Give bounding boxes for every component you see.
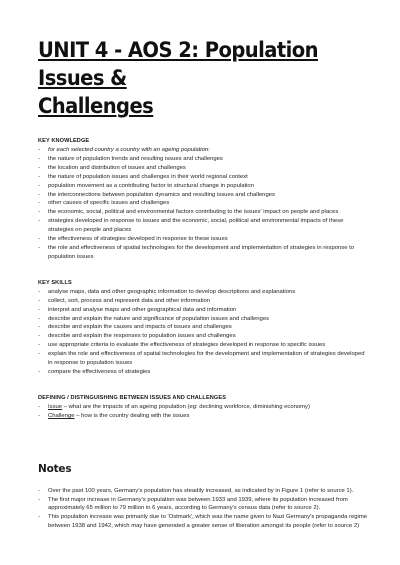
list-item: - The first major increase in Germany's population was between 1933 and 1939, where its population increased from approximately 65 million to 79 million in 6 years, according to Germany's census data (refer to source 2). — [38, 496, 370, 513]
issue-definition — [38, 403, 370, 412]
page-title — [38, 36, 347, 120]
key-skills-list — [38, 288, 370, 377]
list-item: - analyse maps, data and other geographic information to develop descriptions and explanations — [38, 288, 370, 297]
list-item: - Over the past 100 years, Germany's population has steadily increased, as indicated by in Figure 1 (refer to source 1). — [38, 487, 370, 496]
list-item: - strategies developed in response to issues and the economic, social, political and environmental impacts of these strategies on people and places — [38, 217, 370, 235]
list-item: - the role and effectiveness of spatial technologies for the development and implementation of strategies in response to population issues — [38, 244, 370, 262]
list-item: - the interconnections between population dynamics and resulting issues and challenges — [38, 191, 370, 200]
list-item: - collect, sort, process and represent data and other information — [38, 297, 370, 306]
list-item: - the nature of population issues and challenges in their world regional context — [38, 173, 370, 182]
list-item: - the effectiveness of strategies developed in response to these issues — [38, 235, 370, 244]
challenge-term: Challenge — [48, 412, 75, 419]
challenge-definition — [38, 412, 370, 421]
list-item: - population movement as a contributing factor to structural change in population — [38, 182, 370, 191]
list-item: - describe and explain the nature and significance of population issues and challenges — [38, 315, 370, 324]
issue-text: – what are the impacts of an ageing population (eg: declining workforce, diminishing economy) — [62, 403, 310, 410]
issue-term: Issue — [48, 403, 63, 410]
defining-heading: DEFINING / DISTINGUISHING BETWEEN ISSUES AND CHALLENGES — [38, 394, 227, 401]
list-item: - interpret and analyse maps and other geographical data and information — [38, 306, 370, 315]
list-item: - the nature of population trends and resulting issues and challenges — [38, 155, 370, 164]
title-line-1: UNIT 4 - AOS 2: Population Issues & — [38, 38, 319, 90]
challenge-text: – how is the country dealing with the issues — [74, 412, 190, 419]
list-item: - use appropriate criteria to evaluate the effectiveness of strategies developed in response to specific issues — [38, 341, 370, 350]
list-item: - describe and explain the responses to population issues and challenges — [38, 332, 370, 341]
key-knowledge-list — [38, 146, 370, 262]
list-item: - This population increase was primarily due to 'Ostmark', which was the name given to Nazi Germany's propaganda regime between 1938 and 1942, which may have generated a greater sense of liberation amongst its people (refer to source 2) — [38, 513, 370, 530]
list-item: - compare the effectiveness of strategies — [38, 368, 370, 377]
notes-list — [38, 487, 370, 531]
key-skills-heading: KEY SKILLS — [38, 279, 72, 286]
list-item: - explain the role and effectiveness of spatial technologies for the development and implementation of strategies developed in response to population issues — [38, 350, 370, 368]
title-line-2: Challenges — [38, 94, 154, 118]
list-item: - the location and distribution of issues and challenges — [38, 164, 370, 173]
notes-heading: Notes — [38, 462, 72, 475]
list-item: - describe and explain the causes and impacts of issues and challenges — [38, 323, 370, 332]
key-knowledge-heading: KEY KNOWLEDGE — [38, 138, 90, 144]
list-item: - the economic, social, political and environmental factors contributing to the issues' impact on people and places — [38, 208, 370, 217]
list-item: - other causes of specific issues and challenges — [38, 199, 370, 208]
defining-list — [38, 403, 370, 421]
key-knowledge-intro: - for each selected country a country with an ageing population: — [38, 146, 370, 155]
